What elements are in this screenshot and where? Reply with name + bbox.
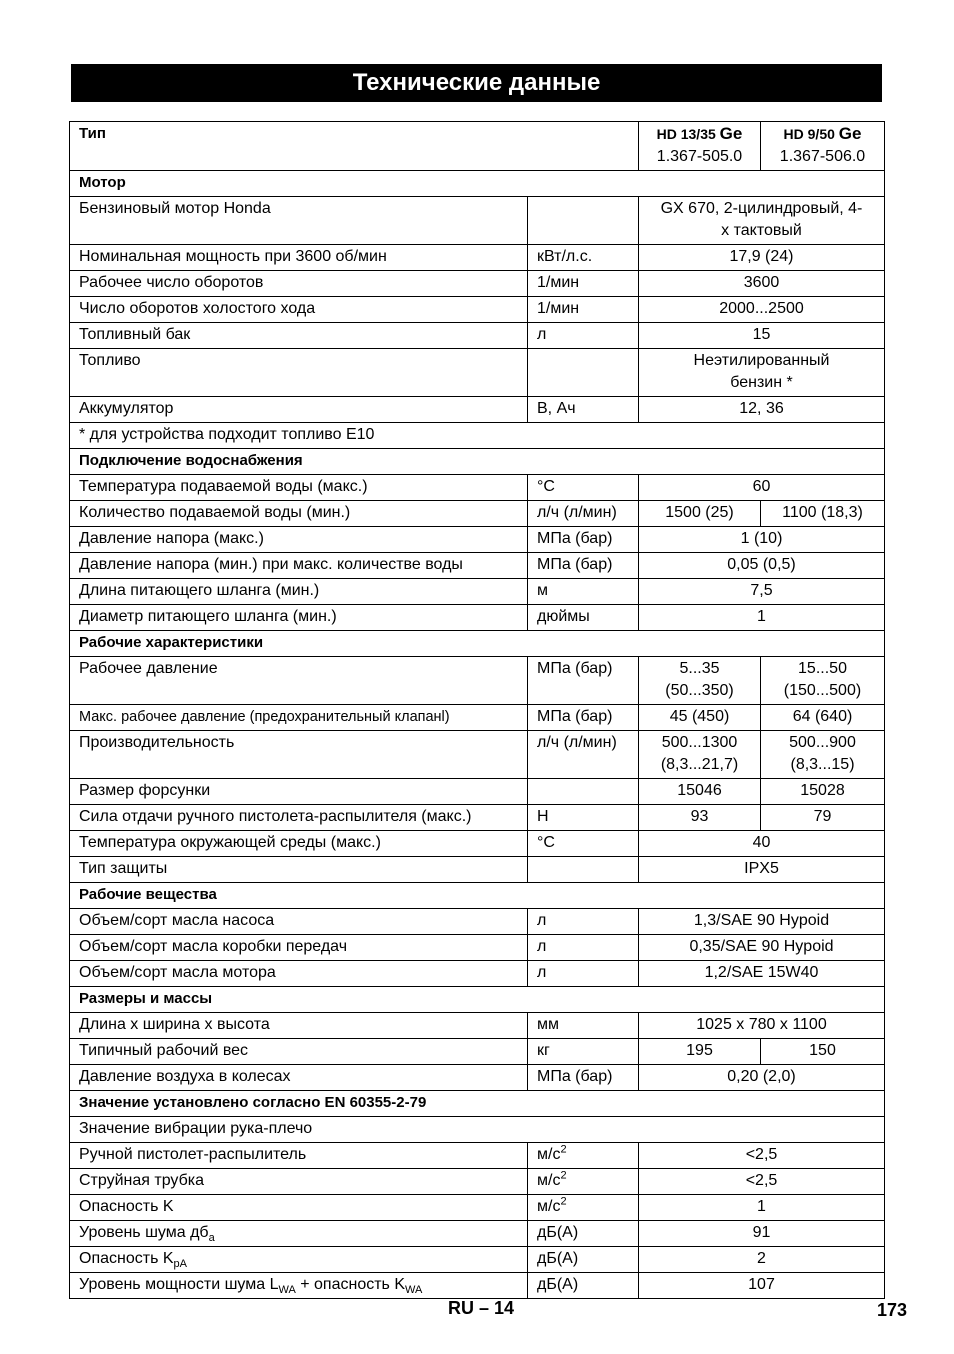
table-row: Длина питающего шланга (мин.) м 7,5 xyxy=(70,579,885,605)
table-row: Опасность K $м/с^2$ 1 xyxy=(70,1195,885,1221)
section-row-en: Значение установлено согласно EN 60355-2-79 xyxy=(70,1091,885,1117)
section-row-dimensions: Размеры и массы xyxy=(70,987,885,1013)
section-row-water: Подключение водоснабжения xyxy=(70,449,885,475)
table-row: Длина х ширина х высота мм 1025 x 780 x 1100 xyxy=(70,1013,885,1039)
table-row: Уровень шума $дб_a$ дБ(A) 91 xyxy=(70,1221,885,1247)
table-row: Сила отдачи ручного пистолета-распылителя (макс.) Н 93 79 xyxy=(70,805,885,831)
table-row: Размер форсунки 15046 15028 xyxy=(70,779,885,805)
table-row: Производительность л/ч (л/мин) 500...1300 (8,3...21,7) 500...900 (8,3...15) xyxy=(70,731,885,779)
table-row: Давление напора (макс.) МПа (бар) 1 (10) xyxy=(70,527,885,553)
table-row: Бензиновый мотор Honda GX 670, 2-цилиндровый, 4- х тактовый xyxy=(70,197,885,245)
fuel-note: * для устройства подходит топливо E10 xyxy=(70,423,885,449)
table-row: Объем/сорт масла мотора л 1,2/SAE 15W40 xyxy=(70,961,885,987)
table-row: Уровень мощности шума $L_{WA}$ + опасность $K_{WA}$ дБ(A) 107 xyxy=(70,1273,885,1299)
section-row-motor: Мотор xyxy=(70,171,885,197)
table-row: Температура окружающей среды (макс.) °C 40 xyxy=(70,831,885,857)
table-row: Количество подаваемой воды (мин.) л/ч (л/мин) 1500 (25) 1100 (18,3) xyxy=(70,501,885,527)
table-row: Номинальная мощность при 3600 об/мин кВт/л.с. 17,9 (24) xyxy=(70,245,885,271)
table-row: Рабочее число оборотов 1/мин 3600 xyxy=(70,271,885,297)
table-row: Температура подаваемой воды (макс.) °C 60 xyxy=(70,475,885,501)
page-title: Технические данные xyxy=(71,64,882,102)
table-header-row xyxy=(70,122,885,171)
table-row: Тип защиты IPX5 xyxy=(70,857,885,883)
section-row-performance: Рабочие характеристики xyxy=(70,631,885,657)
table-row: Ручной пистолет-распылитель $м/с^2$ <2,5 xyxy=(70,1143,885,1169)
footer-language-page: RU – 14 xyxy=(448,1298,515,1318)
type-label: Тип xyxy=(70,122,639,171)
table-row: Типичный рабочий вес кг 195 150 xyxy=(70,1039,885,1065)
table-row: Давление напора (мин.) при макс. количестве воды МПа (бар) 0,05 (0,5) xyxy=(70,553,885,579)
table-row: Число оборотов холостого хода 1/мин 2000...2500 xyxy=(70,297,885,323)
table-row: Диаметр питающего шланга (мин.) дюймы 1 xyxy=(70,605,885,631)
table-row: Топливный бак л 15 xyxy=(70,323,885,349)
table-row: Рабочее давление МПа (бар) 5...35 (50...350) 15...50 (150...500) xyxy=(70,657,885,705)
table-row: Топливо Неэтилированный бензин * xyxy=(70,349,885,397)
model-1-header: HD 13/35 Ge 1.367-505.0 xyxy=(639,122,761,171)
table-row: Струйная трубка $м/с^2$ <2,5 xyxy=(70,1169,885,1195)
table-row: Аккумулятор В, Ач 12, 36 xyxy=(70,397,885,423)
table-row: Опасность $K_{pA}$ дБ(A) 2 xyxy=(70,1247,885,1273)
table-row: Значение вибрации рука-плечо xyxy=(70,1117,885,1143)
table-row: Давление воздуха в колесах МПа (бар) 0,20 (2,0) xyxy=(70,1065,885,1091)
tech-data-table xyxy=(69,121,885,1299)
model-2-header: HD 9/50 Ge 1.367-506.0 xyxy=(761,122,885,171)
section-row-fluids: Рабочие вещества xyxy=(70,883,885,909)
table-row: Объем/сорт масла коробки передач л 0,35/SAE 90 Hypoid xyxy=(70,935,885,961)
page-number: 173 xyxy=(877,1300,908,1320)
table-row xyxy=(70,423,885,449)
table-row: Макс. рабочее давление (предохранительный клапанl) МПа (бар) 45 (450) 64 (640) xyxy=(70,705,885,731)
table-row: Объем/сорт масла насоса л 1,3/SAE 90 Hypoid xyxy=(70,909,885,935)
